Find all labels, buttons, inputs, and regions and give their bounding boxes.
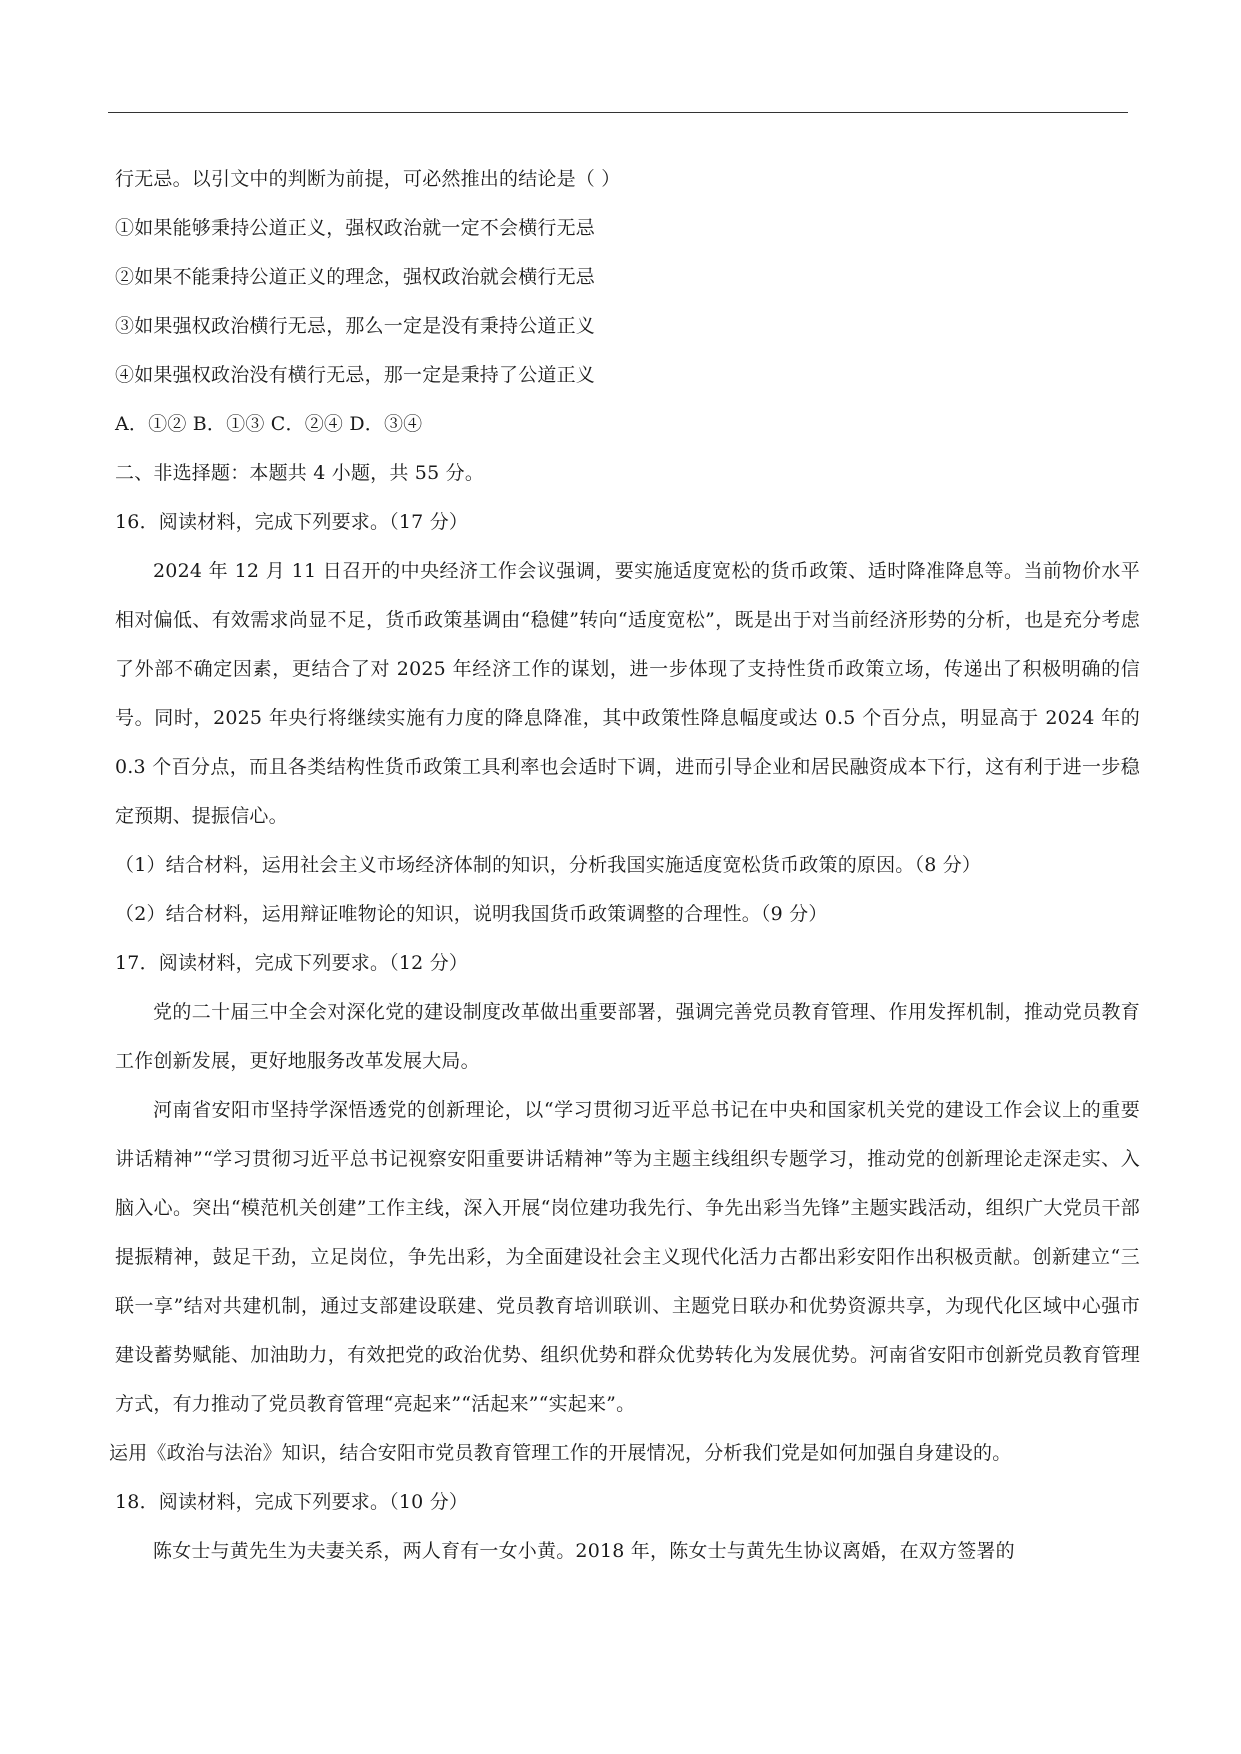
option-4: ④如果强权政治没有横行无忌，那一定是秉持了公道正义 — [115, 364, 596, 386]
q17-question: 运用《政治与法治》知识，结合安阳市党员教育管理工作的开展情况，分析我们党是如何加强自身建设的。 — [109, 1442, 1012, 1464]
q17-material-2: 河南省安阳市坚持学深悟透党的创新理论，以“学习贯彻习近平总书记在中央和国家机关党的建设工作会议上的重要讲话精神”“学习贯彻习近平总书记视察安阳重要讲话精神”等为主题主线组织专题学习，推动党的创新理论走深走实、入脑入心。突出“模范机关创建”工作主线，深入开展“岗位建功我先行、争先出彩当先锋”主题实践活动，组织广大党员干部提振精神，鼓足干劲，立足岗位，争先出彩，为全面建设社会主义现代化活力古都出彩安阳作出积极贡献。创新建立“三联一享”结对共建机制，通过支部建设联建、党员教育培训联训、主题党日联办和优势资源共享，为现代化区域中心强市建设蓄势赋能、加油助力，有效把党的政治优势、组织优势和群众优势转化为发展优势。河南省安阳市创新党员教育管理方式，有力推动了党员教育管理“亮起来”“活起来”“实起来”。 — [115, 1099, 1140, 1415]
q17-title: 17．阅读材料，完成下列要求。（12 分） — [115, 952, 469, 974]
q18-title: 18．阅读材料，完成下列要求。（10 分） — [115, 1491, 469, 1513]
q17-material-1: 党的二十届三中全会对深化党的建设制度改革做出重要部署，强调完善党员教育管理、作用发挥机制，推动党员教育工作创新发展，更好地服务改革发展大局。 — [115, 1001, 1140, 1072]
header-rule — [108, 112, 1128, 113]
section-heading: 二、非选择题：本题共 4 小题，共 55 分。 — [115, 462, 485, 484]
option-3: ③如果强权政治横行无忌，那么一定是没有秉持公道正义 — [115, 315, 596, 337]
q18-material: 陈女士与黄先生为夫妻关系，两人育有一女小黄。2018 年，陈女士与黄先生协议离婚，在双方签署的 — [153, 1540, 1015, 1562]
exam-page — [109, 155, 1140, 1576]
option-2: ②如果不能秉持公道正义的理念，强权政治就会横行无忌 — [115, 266, 596, 288]
q16-title: 16．阅读材料，完成下列要求。（17 分） — [115, 511, 469, 533]
option-1: ①如果能够秉持公道正义，强权政治就一定不会横行无忌 — [115, 217, 596, 239]
q16-sub2: （2）结合材料，运用辩证唯物论的知识，说明我国货币政策调整的合理性。（9 分） — [115, 903, 828, 925]
q16-material: 2024 年 12 月 11 日召开的中央经济工作会议强调，要实施适度宽松的货币政策、适时降准降息等。当前物价水平相对偏低、有效需求尚显不足，货币政策基调由“稳健”转向“适度宽松”，既是出于对当前经济形势的分析，也是充分考虑了外部不确定因素，更结合了对 2025 年经济工作的谋划，进一步体现了支持性货币政策立场，传递出了积极明确的信号。同时，2025 年央行将继续实施有力度的降息降准，其中政策性降息幅度或达 0.5 个百分点，明显高于 2024 年的 0.3 个百分点，而且各类结构性货币政策工具利率也会适时下调，进而引导企业和居民融资成本下行，这有利于进一步稳定预期、提振信心。 — [115, 560, 1140, 827]
question-continuation: 行无忌。以引文中的判断为前提，可必然推出的结论是（ ） — [115, 168, 621, 190]
q16-sub1: （1）结合材料，运用社会主义市场经济体制的知识，分析我国实施适度宽松货币政策的原因。（8 分） — [115, 854, 982, 876]
answer-choices: A．①② B．①③ C．②④ D．③④ — [115, 413, 423, 435]
